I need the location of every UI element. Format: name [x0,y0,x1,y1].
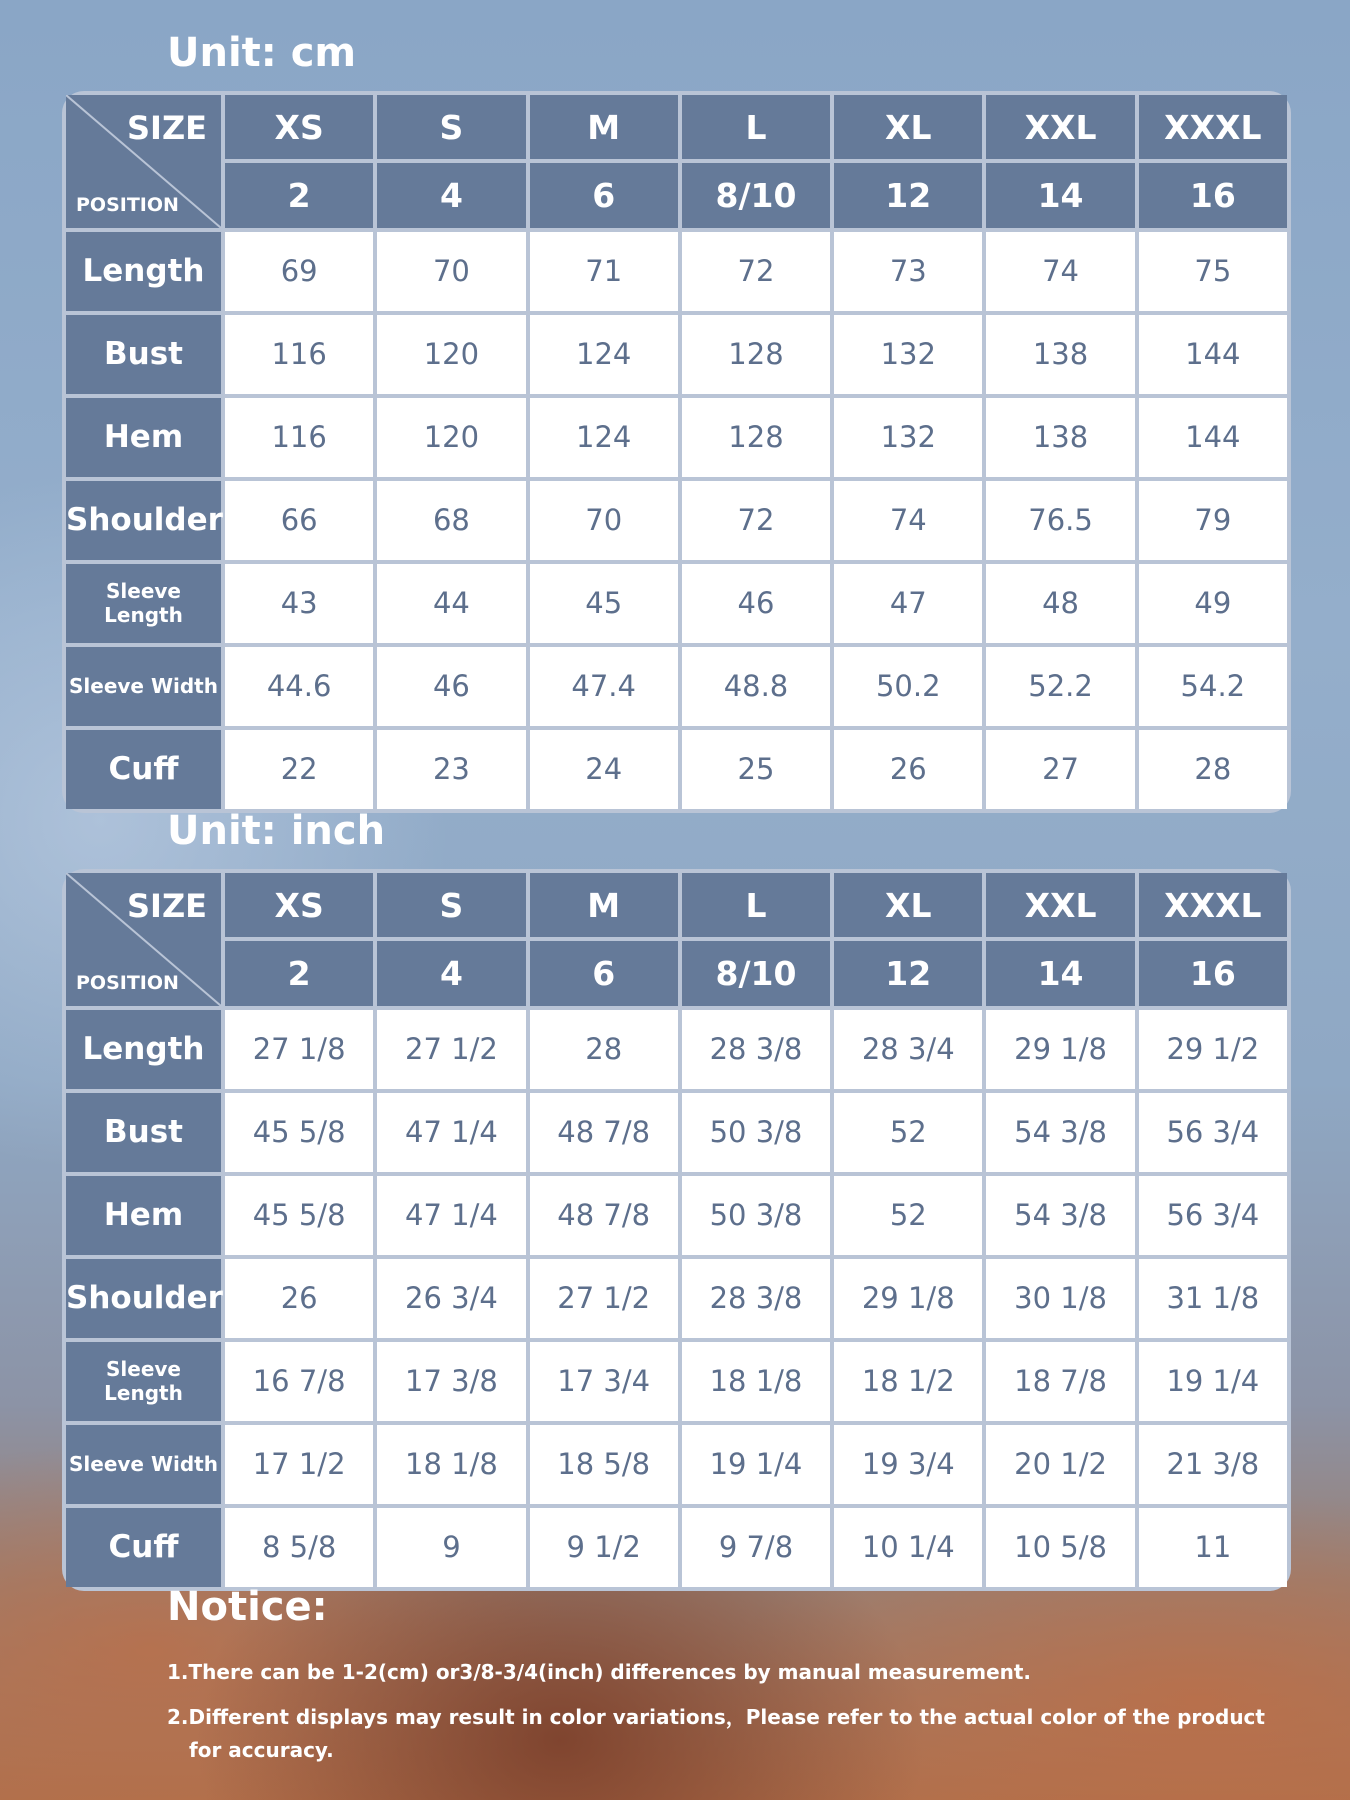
measurement-value: 45 5/8 [225,1093,373,1172]
measurement-value: 17 3/4 [530,1342,678,1421]
measurement-value: 50 3/8 [682,1176,830,1255]
size-number-header: 12 [834,941,982,1005]
measurement-value: 19 1/4 [682,1425,830,1504]
measurement-value: 29 1/8 [986,1010,1134,1089]
measurement-value: 18 1/8 [377,1425,525,1504]
measurement-value: 47 1/4 [377,1093,525,1172]
size-header: XL [834,873,982,937]
measurement-value: 28 [1139,730,1287,809]
measurement-value: 28 [530,1010,678,1089]
notice-line-1: 1.There can be 1-2(cm) or3/8-3/4(inch) differences by manual measurement. [167,1660,1032,1684]
table-row [66,1176,1287,1255]
measurement-value: 45 [530,564,678,643]
size-number-header: 16 [1139,941,1287,1005]
size-number-header: 2 [225,163,373,227]
measurement-label: Length [66,1010,221,1089]
measurement-value: 138 [986,315,1134,394]
measurement-value: 11 [1139,1508,1287,1587]
measurement-value: 144 [1139,398,1287,477]
table-row [66,1010,1287,1089]
measurement-label: Cuff [66,730,221,809]
size-number-header: 16 [1139,163,1287,227]
measurement-value: 24 [530,730,678,809]
size-number-header: 12 [834,163,982,227]
table-row [66,1259,1287,1338]
size-header: L [682,873,830,937]
measurement-value: 9 [377,1508,525,1587]
measurement-value: 124 [530,398,678,477]
measurement-value: 68 [377,481,525,560]
table-row [66,730,1287,809]
measurement-value: 54 3/8 [986,1093,1134,1172]
measurement-value: 27 1/2 [377,1010,525,1089]
measurement-value: 18 1/8 [682,1342,830,1421]
measurement-value: 45 5/8 [225,1176,373,1255]
size-position-corner [66,873,221,1006]
size-header: XS [225,95,373,159]
measurement-label: Shoulder [66,481,221,560]
corner-size-label: SIZE [126,109,207,147]
size-chart-inch [62,869,1291,1591]
measurement-value: 19 3/4 [834,1425,982,1504]
measurement-value: 26 3/4 [377,1259,525,1338]
measurement-value: 26 [225,1259,373,1338]
measurement-value: 9 1/2 [530,1508,678,1587]
measurement-label: Bust [66,315,221,394]
measurement-value: 10 1/4 [834,1508,982,1587]
size-header: XXL [986,95,1134,159]
measurement-value: 47 [834,564,982,643]
size-header: XS [225,873,373,937]
measurement-value: 23 [377,730,525,809]
measurement-value: 49 [1139,564,1287,643]
size-number-header: 4 [377,163,525,227]
measurement-value: 48 [986,564,1134,643]
measurement-value: 28 3/8 [682,1259,830,1338]
notice-title: Notice: [167,1584,328,1630]
measurement-value: 124 [530,315,678,394]
measurement-value: 10 5/8 [986,1508,1134,1587]
unit-title-cm: Unit: cm [167,30,357,76]
measurement-value: 31 1/8 [1139,1259,1287,1338]
size-number-header: 6 [530,163,678,227]
measurement-value: 54.2 [1139,647,1287,726]
measurement-value: 71 [530,232,678,311]
size-header: XL [834,95,982,159]
measurement-value: 72 [682,232,830,311]
measurement-value: 28 3/8 [682,1010,830,1089]
table-row [66,564,1287,643]
size-number-header: 2 [225,941,373,1005]
measurement-value: 19 1/4 [1139,1342,1287,1421]
notice-line-2: 2.Different displays may result in color variations，Please refer to the actual color of the product [167,1705,1265,1729]
table-row [66,1508,1287,1587]
size-number-header: 14 [986,163,1134,227]
measurement-value: 73 [834,232,982,311]
size-header: XXXL [1139,873,1287,937]
measurement-label: Hem [66,398,221,477]
measurement-value: 56 3/4 [1139,1093,1287,1172]
measurement-value: 56 3/4 [1139,1176,1287,1255]
measurement-value: 44 [377,564,525,643]
size-number-header: 6 [530,941,678,1005]
measurement-value: 144 [1139,315,1287,394]
measurement-value: 50.2 [834,647,982,726]
measurement-value: 74 [834,481,982,560]
measurement-value: 54 3/8 [986,1176,1134,1255]
measurement-value: 27 1/2 [530,1259,678,1338]
measurement-value: 27 1/8 [225,1010,373,1089]
size-chart-cm [62,91,1291,813]
size-number-header: 4 [377,941,525,1005]
size-number-header: 8/10 [682,941,830,1005]
measurement-value: 52 [834,1093,982,1172]
measurement-value: 70 [530,481,678,560]
measurement-value: 9 7/8 [682,1508,830,1587]
measurement-value: 132 [834,315,982,394]
measurement-value: 76.5 [986,481,1134,560]
measurement-value: 79 [1139,481,1287,560]
table-row [66,1342,1287,1421]
measurement-label: Length [66,232,221,311]
unit-title-inch: Unit: inch [167,808,386,854]
measurement-value: 20 1/2 [986,1425,1134,1504]
size-header: S [377,873,525,937]
measurement-value: 72 [682,481,830,560]
measurement-value: 27 [986,730,1134,809]
measurement-label: Sleeve Length [66,1342,221,1421]
measurement-value: 48 7/8 [530,1176,678,1255]
measurement-value: 75 [1139,232,1287,311]
measurement-value: 25 [682,730,830,809]
measurement-value: 69 [225,232,373,311]
notice-line-2-cont: for accuracy. [189,1738,334,1762]
measurement-value: 128 [682,315,830,394]
measurement-value: 44.6 [225,647,373,726]
measurement-value: 50 3/8 [682,1093,830,1172]
measurement-value: 47.4 [530,647,678,726]
measurement-value: 18 7/8 [986,1342,1134,1421]
measurement-value: 46 [682,564,830,643]
measurement-label: Sleeve Length [66,564,221,643]
measurement-value: 48 7/8 [530,1093,678,1172]
measurement-label: Cuff [66,1508,221,1587]
measurement-value: 43 [225,564,373,643]
measurement-label: Hem [66,1176,221,1255]
measurement-value: 16 7/8 [225,1342,373,1421]
measurement-value: 18 1/2 [834,1342,982,1421]
corner-position-label: POSITION [76,193,179,216]
measurement-value: 52.2 [986,647,1134,726]
size-header: XXXL [1139,95,1287,159]
size-header: M [530,873,678,937]
measurement-value: 66 [225,481,373,560]
measurement-value: 48.8 [682,647,830,726]
measurement-value: 22 [225,730,373,809]
measurement-value: 120 [377,315,525,394]
measurement-value: 21 3/8 [1139,1425,1287,1504]
measurement-value: 52 [834,1176,982,1255]
measurement-label: Sleeve Width [66,1425,221,1504]
size-header: L [682,95,830,159]
measurement-value: 70 [377,232,525,311]
size-position-corner [66,95,221,228]
table-row [66,481,1287,560]
size-number-header: 8/10 [682,163,830,227]
table-row [66,232,1287,311]
table-row [66,398,1287,477]
table-row [66,1093,1287,1172]
measurement-value: 17 1/2 [225,1425,373,1504]
corner-position-label: POSITION [76,971,179,994]
size-header: XXL [986,873,1134,937]
table-row [66,647,1287,726]
measurement-value: 17 3/8 [377,1342,525,1421]
measurement-value: 74 [986,232,1134,311]
measurement-value: 116 [225,398,373,477]
measurement-value: 26 [834,730,982,809]
table-row [66,1425,1287,1504]
measurement-label: Shoulder [66,1259,221,1338]
size-number-header: 14 [986,941,1134,1005]
measurement-value: 132 [834,398,982,477]
corner-size-label: SIZE [126,887,207,925]
measurement-value: 128 [682,398,830,477]
measurement-value: 30 1/8 [986,1259,1134,1338]
measurement-label: Bust [66,1093,221,1172]
measurement-value: 29 1/8 [834,1259,982,1338]
measurement-value: 28 3/4 [834,1010,982,1089]
measurement-value: 138 [986,398,1134,477]
measurement-value: 46 [377,647,525,726]
size-header: S [377,95,525,159]
measurement-value: 47 1/4 [377,1176,525,1255]
measurement-value: 18 5/8 [530,1425,678,1504]
table-row [66,315,1287,394]
size-header: M [530,95,678,159]
measurement-label: Sleeve Width [66,647,221,726]
measurement-value: 29 1/2 [1139,1010,1287,1089]
measurement-value: 120 [377,398,525,477]
measurement-value: 8 5/8 [225,1508,373,1587]
measurement-value: 116 [225,315,373,394]
